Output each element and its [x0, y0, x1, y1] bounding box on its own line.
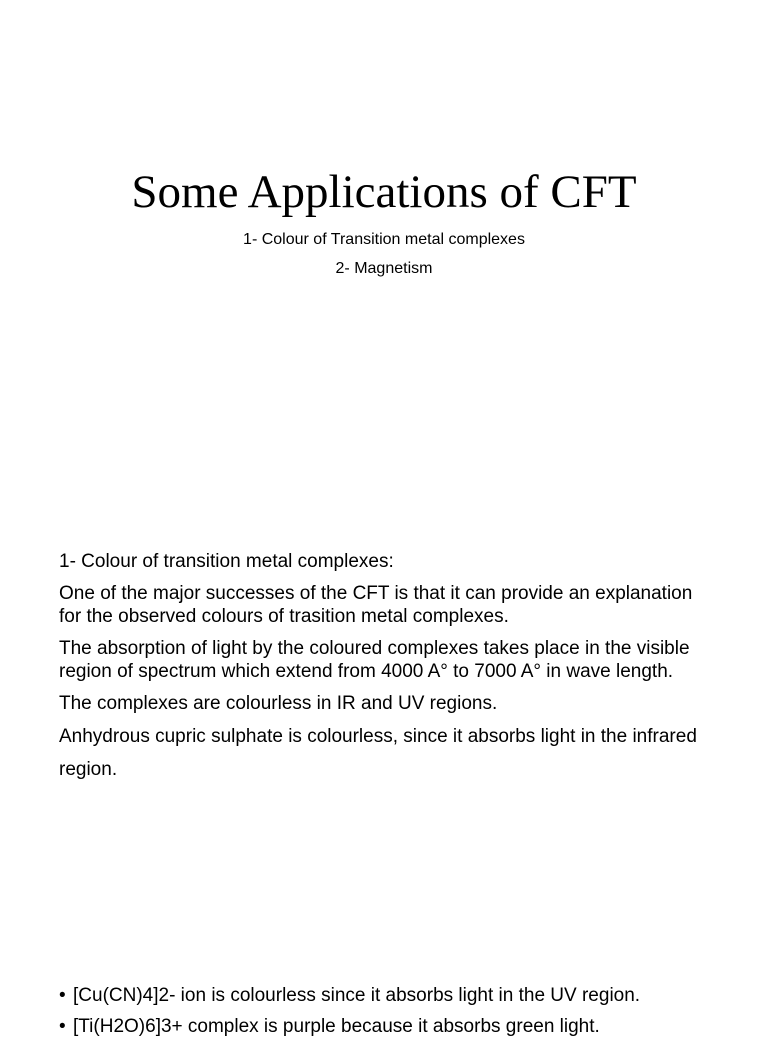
bullet-item: [59, 983, 739, 1008]
body-text-block: [59, 550, 719, 795]
subtitle-line-colour: 1- Colour of Transition metal complexes: [243, 231, 525, 248]
body-paragraph: Anhydrous cupric sulphate is colourless, since it absorbs light in the infrared region.: [59, 726, 697, 780]
body-paragraph: One of the major successes of the CFT is that it can provide an explanation for the observed colours of trasition metal complexes.: [59, 583, 693, 627]
bullet-item: [59, 1014, 739, 1039]
subtitle-line-magnetism: 2- Magnetism: [335, 260, 433, 277]
bullet-text: [Cu(CN)4]2- ion is colourless since it absorbs light in the UV region.: [73, 985, 641, 1006]
section-heading: 1- Colour of transition metal complexes:: [59, 551, 394, 572]
body-paragraph: The complexes are colourless in IR and UV regions.: [59, 693, 498, 714]
page-title: Some Applications of CFT: [131, 166, 637, 218]
bullet-list: [59, 983, 739, 1045]
bullet-glyph: •: [59, 1016, 66, 1037]
bullet-glyph: •: [59, 985, 66, 1006]
bullet-text: [Ti(H2O)6]3+ complex is purple because it absorbs green light.: [73, 1016, 600, 1037]
body-paragraph: The absorption of light by the coloured complexes takes place in the visible region of spectrum which extend from 4000 A° to 7000 A° in wave length.: [59, 638, 690, 682]
